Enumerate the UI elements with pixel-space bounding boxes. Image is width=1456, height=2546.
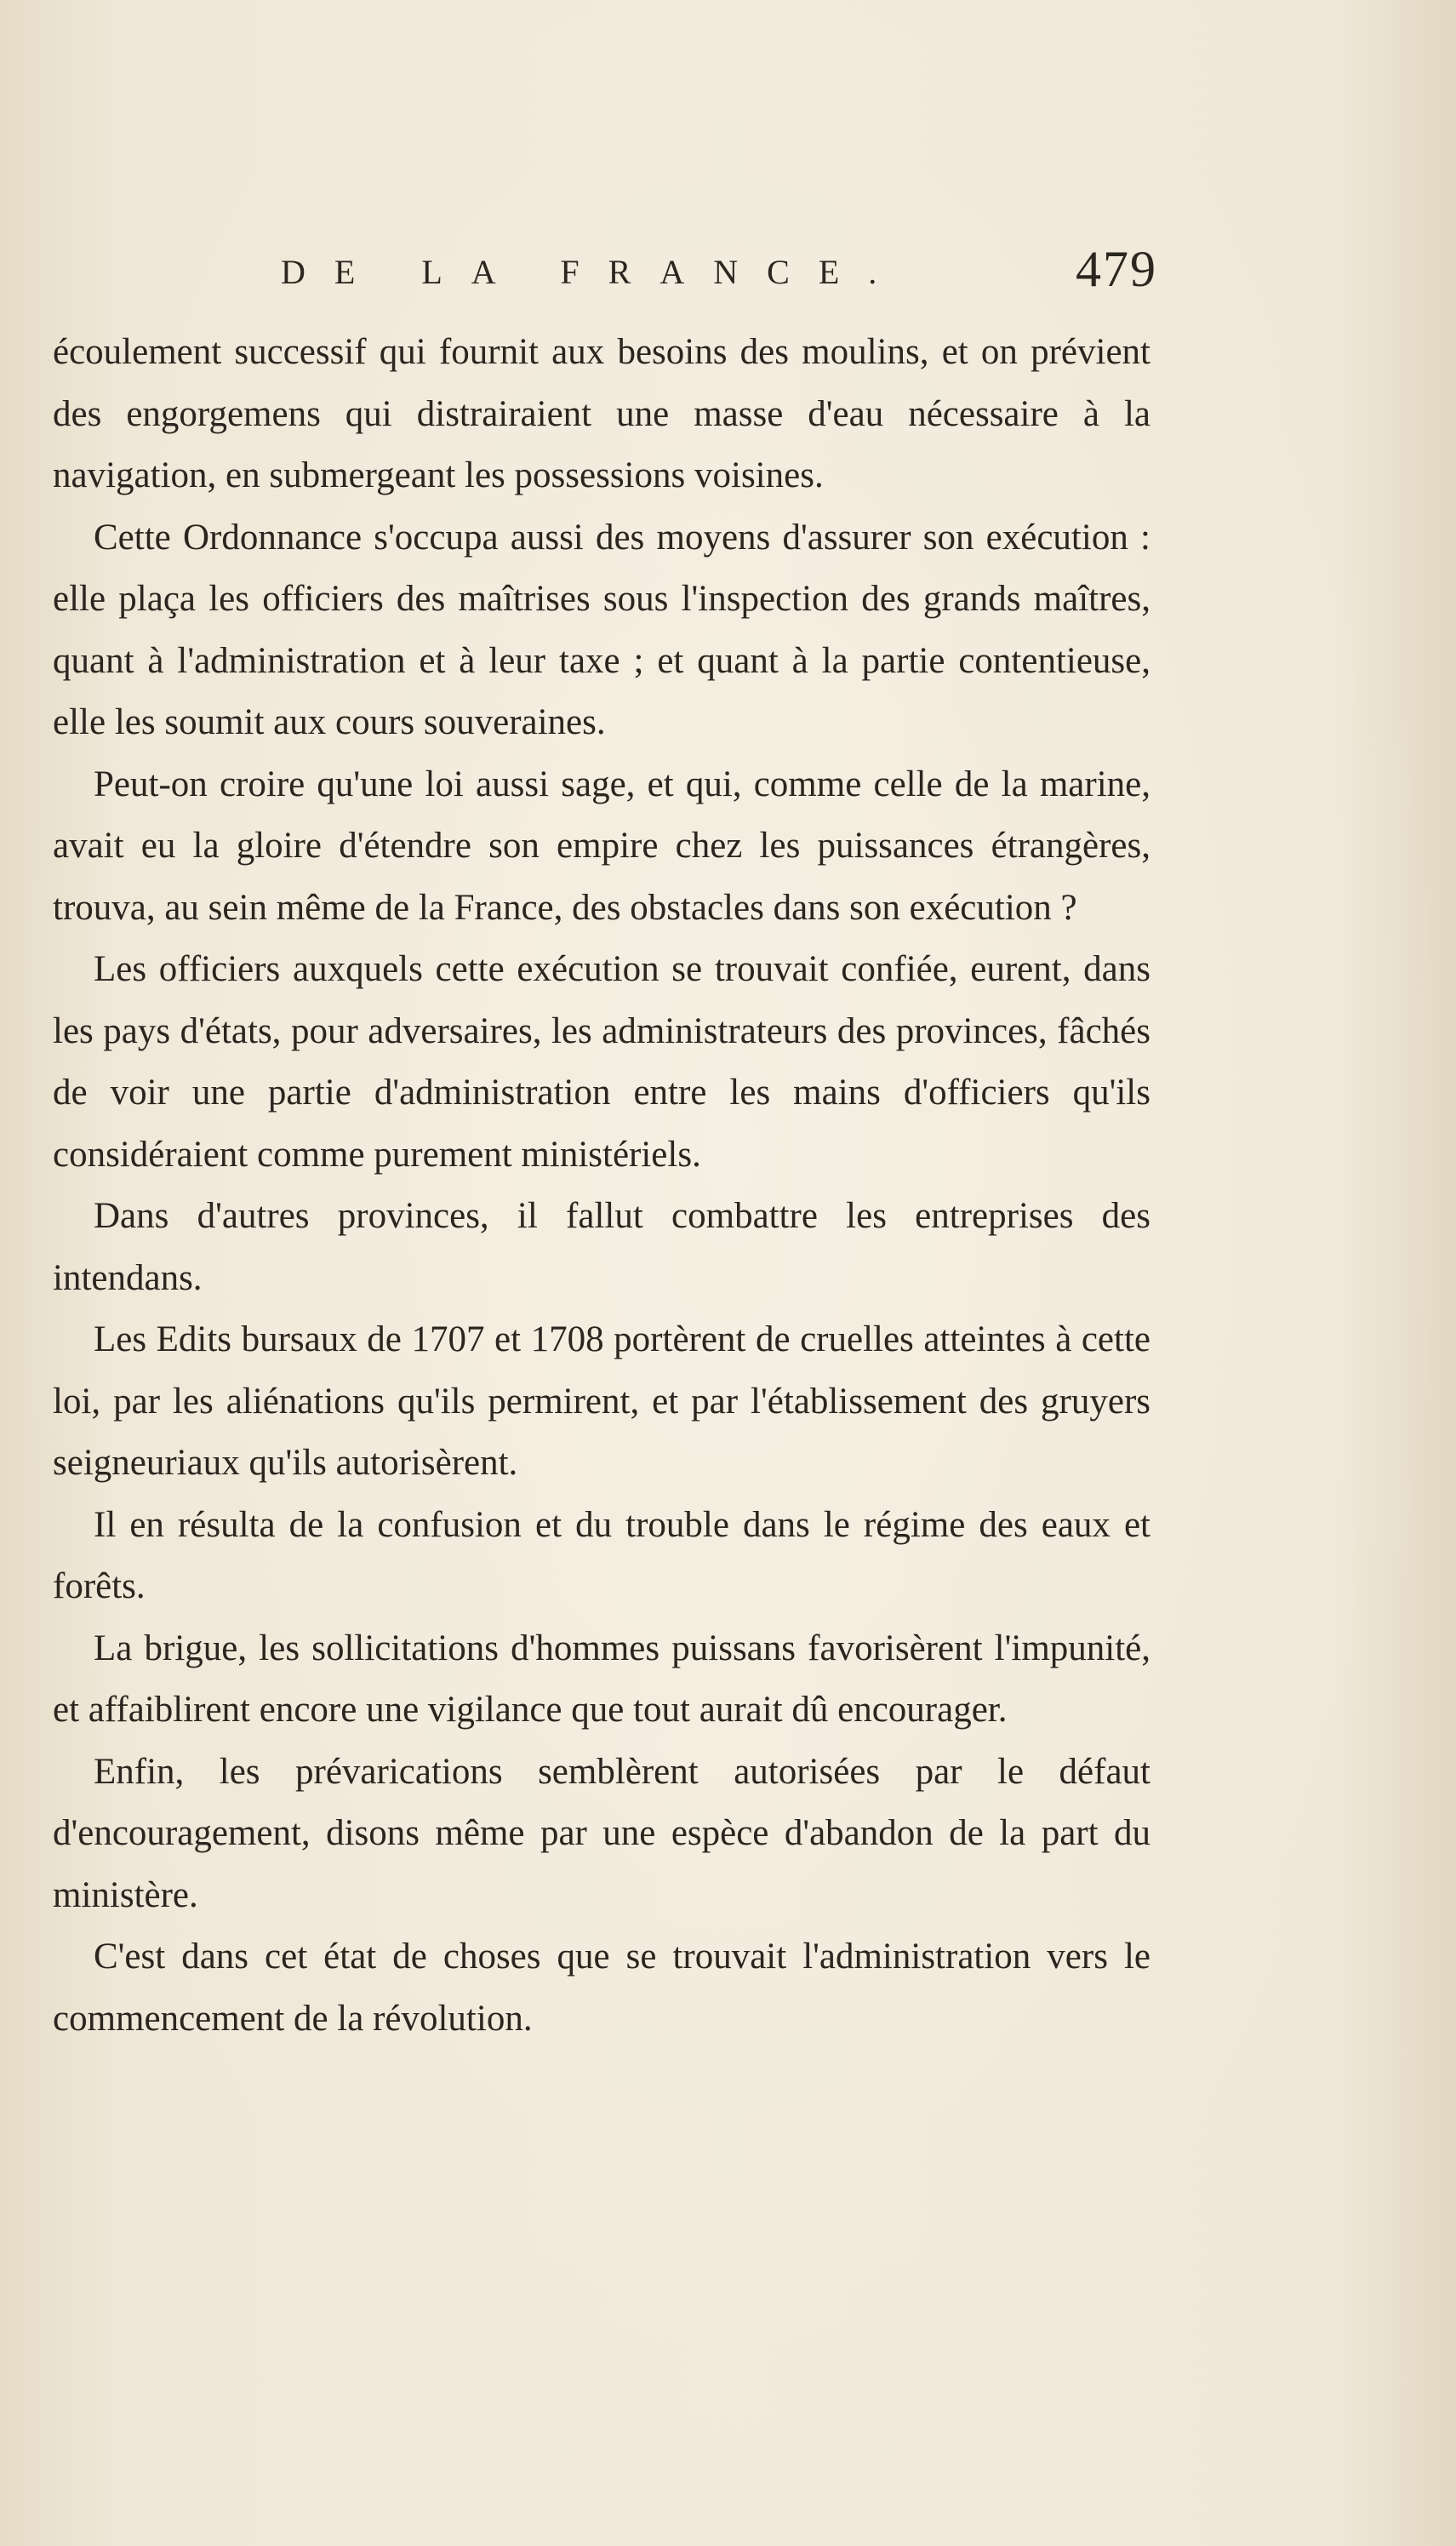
paragraph: Les Edits bursaux de 1707 et 1708 portèrent de cruelles atteintes à cette loi, par les aliénations qu'ils permirent, et par l'établissement des gruyers seigneuriaux qu'ils autorisèrent. xyxy=(53,1319,1151,1483)
page-number: 479 xyxy=(1076,241,1157,297)
paragraph: Dans d'autres provinces, il fallut combattre les entreprises des intendans. xyxy=(53,1196,1151,1298)
paragraph: Il en résulta de la confusion et du trouble dans le régime des eaux et forêts. xyxy=(53,1504,1151,1606)
paragraph: Cette Ordonnance s'occupa aussi des moyens d'assurer son exécution : elle plaça les officiers des maîtrises sous l'inspection des grands maîtres, quant à l'administration et à leur taxe ; et quant à la partie contentieuse, elle les soumit aux cours souveraines. xyxy=(53,517,1151,742)
paragraph: La brigue, les sollicitations d'hommes puissans favorisèrent l'impunité, et affaiblirent encore une vigilance que tout aurait dû encourager. xyxy=(53,1628,1151,1730)
running-title: DE LA FRANCE. xyxy=(281,253,906,291)
body-text xyxy=(53,322,1151,2050)
paragraph: Enfin, les prévarications semblèrent autorisées par le défaut d'encouragement, disons même par une espèce d'abandon de la part du ministère. xyxy=(53,1751,1151,1915)
paragraph-continued: écoulement successif qui fournit aux besoins des moulins, et on prévient des engorgemens qui distrairaient une masse d'eau nécessaire à la navigation, en submergeant les possessions voisines. xyxy=(53,332,1151,495)
paragraph: C'est dans cet état de choses que se trouvait l'administration vers le commencement de la révolution. xyxy=(53,1937,1151,2039)
paragraph: Peut-on croire qu'une loi aussi sage, et qui, comme celle de la marine, avait eu la gloire d'étendre son empire chez les puissances étrangères, trouva, au sein même de la France, des obstacles dans son exécution ? xyxy=(53,764,1151,928)
running-head xyxy=(281,240,1157,300)
paragraph: Les officiers auxquels cette exécution se trouvait confiée, eurent, dans les pays d'états, pour adversaires, les administrateurs des provinces, fâchés de voir une partie d'administration entre les mains d'officiers qu'ils considéraient comme purement ministériels. xyxy=(53,949,1151,1175)
